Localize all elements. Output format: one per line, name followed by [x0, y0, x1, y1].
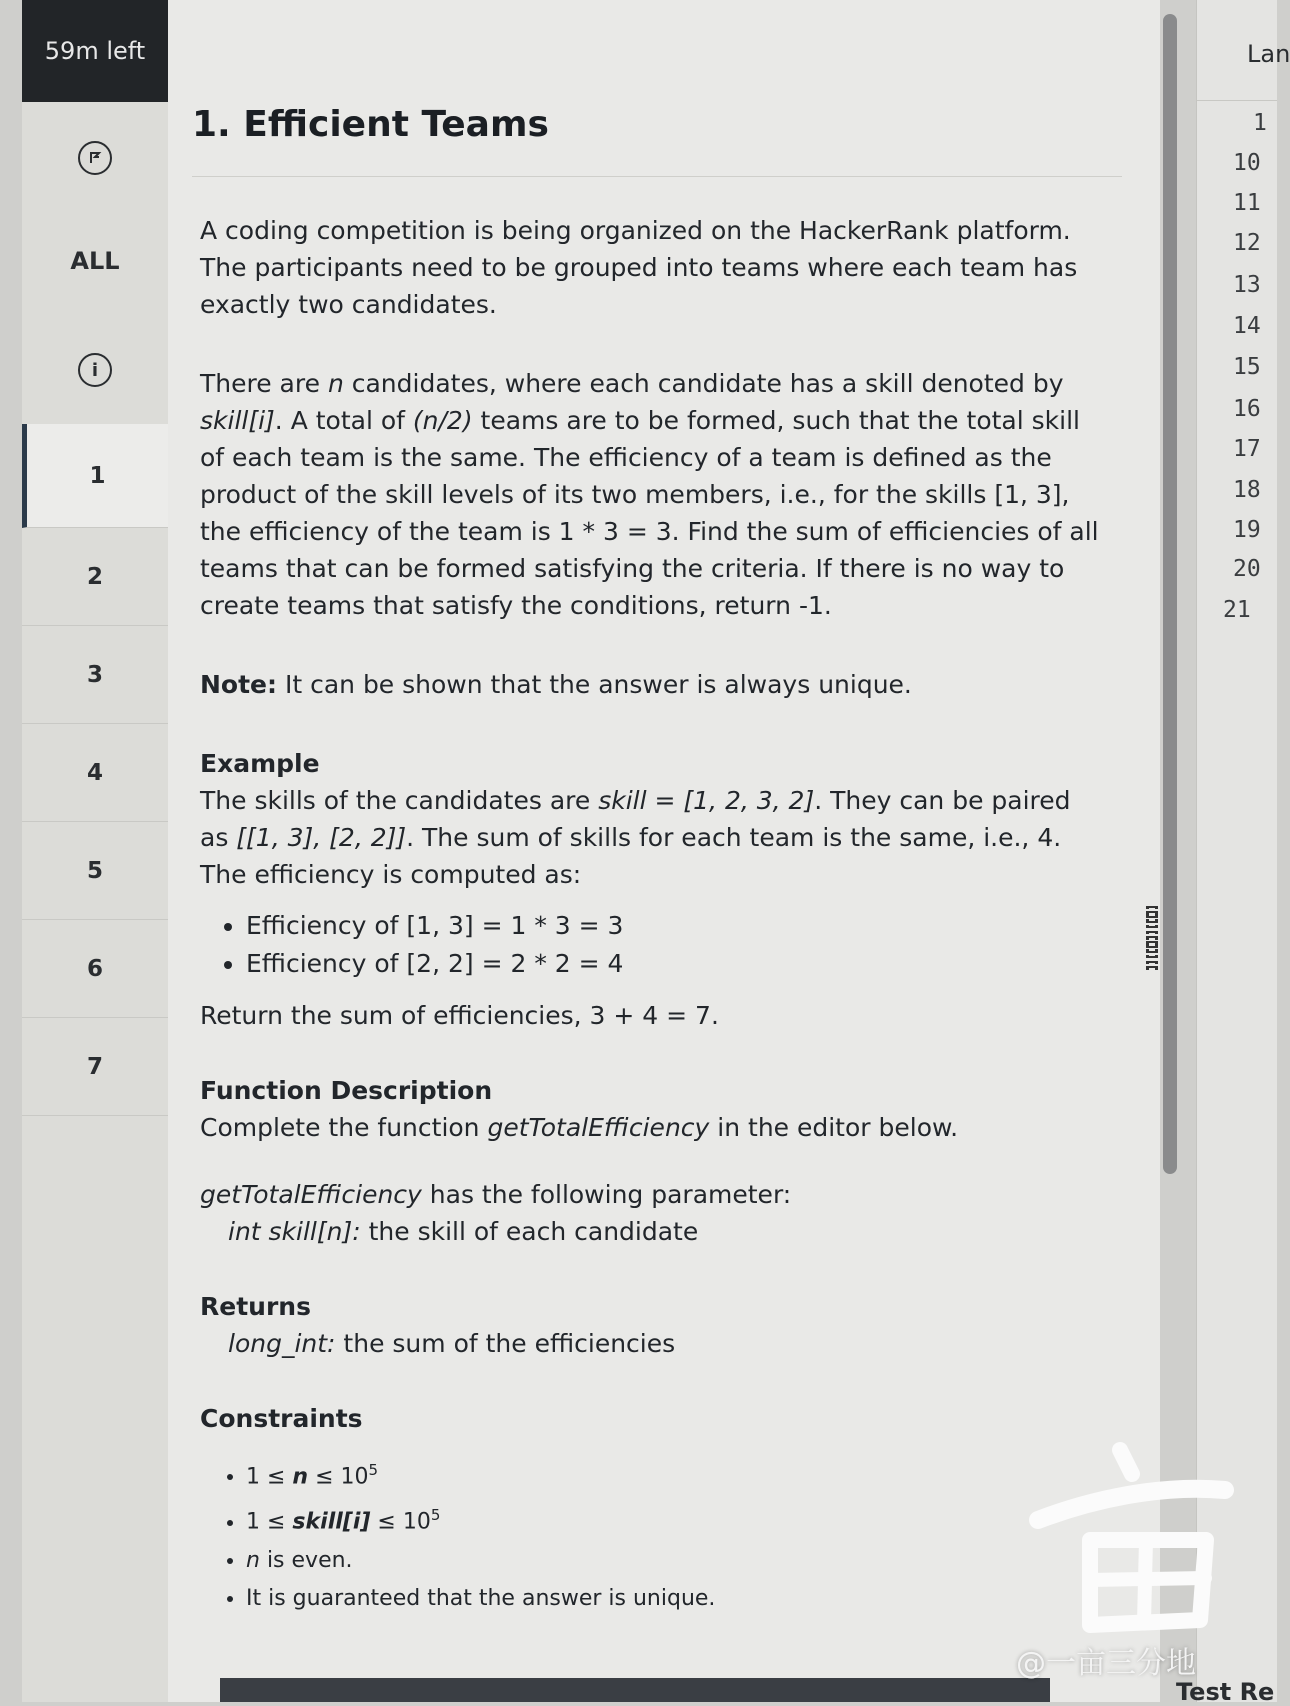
question-number: 2: [86, 563, 103, 590]
question-number: 1: [89, 462, 106, 489]
question-number: 6: [86, 955, 103, 982]
constraints-section: [200, 1400, 1100, 1618]
title-divider: [192, 176, 1122, 177]
line-number: 13: [1233, 272, 1261, 298]
constraints-list: [200, 1451, 1100, 1618]
function-description-heading: Function Description: [200, 1076, 493, 1105]
flag-icon: [78, 141, 112, 175]
editor-header-divider: [1197, 100, 1277, 101]
parameter-intro: getTotalEfficiency has the following parameter:: [200, 1180, 792, 1209]
note-paragraph: Note: It can be shown that the answer is always unique.: [200, 670, 912, 699]
list-item: • Efficiency of [1, 3] = 1 * 3 = 3: [246, 907, 1100, 945]
example-result: Return the sum of efficiencies, 3 + 4 = 7.: [200, 1001, 719, 1030]
question-4[interactable]: [22, 724, 168, 822]
example-efficiency-intro: The efficiency is computed as:: [200, 860, 582, 889]
description-paragraph: There are n candidates, where each candidate has a skill denoted by skill[i]. A total of (n/2) teams are to be formed, such that the total skill of each team is the same. The efficiency of a team is defined as the product of the skill levels of its two members, i.e., for the skills [1, 3], the efficiency of the team is 1 * 3 = 3. Find the sum of efficiencies of all teams that can be formed satisfying the criteria. If there is no way to create teams that satisfy the conditions, return -1.: [200, 369, 1099, 620]
bottom-toolbar: [220, 1678, 1050, 1702]
function-description-section: [200, 1072, 1100, 1250]
line-number: 1: [1253, 110, 1267, 136]
returns-text: long_int: the sum of the efficiencies: [228, 1329, 676, 1358]
line-number: 14: [1233, 313, 1261, 339]
line-number: 18: [1233, 477, 1261, 503]
list-item: • It is guaranteed that the answer is unique.: [246, 1580, 1100, 1618]
example-text: The skills of the candidates are skill = [1, 2, 3, 2]. They can be paired as [[1, 3], [2, 2]]. The sum of skills for each team is the same, i.e., 4.: [200, 786, 1071, 852]
problem-panel: [168, 0, 1160, 1702]
watermark-logo-icon: [1020, 1440, 1250, 1640]
list-item: • $1 \le n \le 10^5$: [246, 1451, 1100, 1496]
parameter-skill: int skill[n]: the skill of each candidate: [228, 1217, 699, 1246]
watermark-text: @一亩三分地: [1016, 1646, 1196, 1681]
question-5[interactable]: [22, 822, 168, 920]
line-number: 21: [1223, 597, 1251, 623]
info-button[interactable]: [22, 340, 168, 400]
question-2[interactable]: [22, 528, 168, 626]
question-sidebar: [22, 0, 169, 1702]
line-number: 20: [1233, 556, 1261, 582]
note-label: Note:: [200, 670, 278, 699]
line-number: 16: [1233, 396, 1261, 422]
panel-resize-handle[interactable]: [1146, 906, 1158, 970]
intro-paragraph: A coding competition is being organized on the HackerRank platform. The participants need to be grouped into teams where each team has exactly two candidates.: [200, 216, 1078, 319]
question-number: 3: [86, 661, 103, 688]
language-selector[interactable]: Lan: [1247, 40, 1290, 68]
all-label: ALL: [70, 247, 120, 275]
question-number: 7: [86, 1053, 103, 1080]
question-3[interactable]: [22, 626, 168, 724]
time-remaining: 59m left: [22, 0, 168, 102]
line-number: 11: [1233, 190, 1261, 216]
info-icon: i: [78, 353, 112, 387]
list-item: • 1 ≤ skill[i] ≤ $10^5$: [246, 1496, 1100, 1541]
question-number: 4: [86, 759, 103, 786]
problem-body: [200, 212, 1100, 1656]
line-number: 15: [1233, 354, 1261, 380]
line-number: 17: [1233, 436, 1261, 462]
example-section: [200, 745, 1100, 1034]
returns-section: [200, 1288, 1100, 1362]
line-number: 10: [1233, 150, 1261, 176]
flag-button[interactable]: [22, 128, 168, 188]
line-number: 19: [1233, 517, 1261, 543]
problem-scrollbar[interactable]: [1163, 14, 1177, 1174]
returns-heading: Returns: [200, 1292, 311, 1321]
question-1[interactable]: [22, 424, 168, 528]
all-questions-button[interactable]: [22, 236, 168, 286]
line-number: 12: [1233, 230, 1261, 256]
question-7[interactable]: [22, 1018, 168, 1116]
question-6[interactable]: [22, 920, 168, 1018]
problem-title: 1. Efficient Teams: [192, 104, 549, 145]
example-list: [200, 907, 1100, 983]
list-item: • n is even.: [246, 1542, 1100, 1580]
function-description-text: Complete the function getTotalEfficiency in the editor below.: [200, 1113, 959, 1142]
list-item: • Efficiency of [2, 2] = 2 * 2 = 4: [246, 945, 1100, 983]
test-results-tab[interactable]: Test Re: [1176, 1678, 1275, 1706]
question-number: 5: [86, 857, 103, 884]
example-heading: Example: [200, 749, 320, 778]
constraints-heading: Constraints: [200, 1404, 363, 1433]
